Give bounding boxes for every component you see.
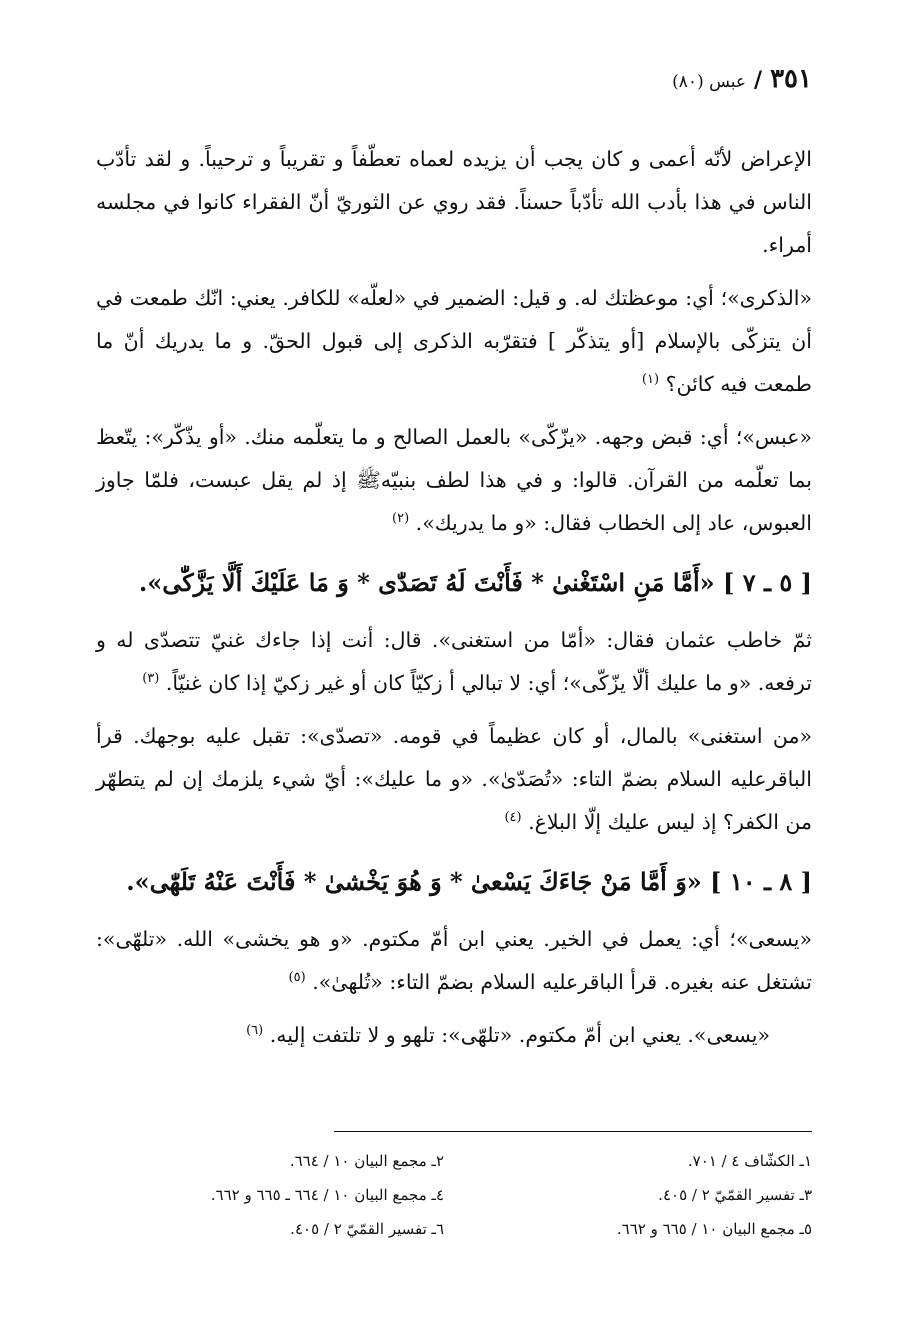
paragraph-2-text: «الذكرى»؛ أي: موعظتك له. و قيل: الضمير في «لعلّه» للكافر. يعني: انّك طمعت في أن يتزكّى بالإسلام [أو يتذكّر ] فتقرّبه الذكرى إلى قبول الحقّ. و ما يدريك أنّ ما طمعت فيه كائن؟	[96, 286, 812, 396]
footnote-5: ٥ـ مجمع البيان ١٠ / ٦٦٥ و ٦٦٢.	[616, 1220, 812, 1238]
footnote-ref-5: (٥)	[288, 970, 306, 986]
paragraph-6-text: «يسعى»؛ أي: يعمل في الخير. يعني ابن أمّ مكتوم. «و هو يخشى» الله. «تلهّى»: تشتغل عنه بغيره. قرأ الباقرعليه السلام بضمّ التاء: «تُلهىٰ».	[96, 927, 812, 994]
page-header	[96, 64, 812, 104]
paragraph-3	[96, 416, 812, 545]
footnote-ref-2: (٢)	[392, 511, 410, 527]
page-number: ٣٥١	[770, 64, 812, 94]
paragraph-3-text: «عبس»؛ أي: قبض وجهه. «يزّكّى» بالعمل الصالح و ما يتعلّمه منك. «أو يذّكّر»: يتّعظ بما تعلّمه من القرآن. قالوا: و في هذا لطف بنبيّهﷺ إذ لم يقل عبست، فلمّا جاوز العبوس، عاد إلى الخطاب فقال: «و ما يدريك».	[96, 425, 812, 535]
paragraph-5	[96, 715, 812, 844]
paragraph-4	[96, 619, 812, 705]
footnote-4: ٤ـ مجمع البيان ١٠ / ٦٦٤ ـ ٦٦٥ و ٦٦٢.	[210, 1186, 444, 1204]
footnote-divider	[334, 1131, 812, 1132]
footnote-3: ٣ـ تفسير القمّيّ ٢ / ٤٠٥.	[658, 1186, 812, 1204]
commentary-body	[96, 138, 812, 1067]
verse-heading-5-7: [ ٥ ـ ٧ ] «أَمَّا مَنِ اسْتَغْنىٰ * فَأَنْتَ لَهُ تَصَدّٰى * وَ مَا عَلَيْكَ أَلَّا يَزَّكّٰى».	[138, 568, 812, 597]
header-separator: /	[754, 67, 763, 93]
paragraph-5-text: «من استغنى» بالمال، أو كان عظيماً في قومه. «تصدّى»: تقبل عليه بوجهك. قرأ الباقرعليه السلام بضمّ التاء: «تُصَدّىٰ». «و ما عليك»: أيّ شيء يلزمك إن لم يتطهّر من الكفر؟ إذ ليس عليك إلّا البلاغ.	[96, 724, 812, 834]
footnote-ref-6: (٦)	[246, 1023, 264, 1039]
paragraph-4-text: ثمّ خاطب عثمان فقال: «أمّا من استغنى». قال: أنت إذا جاءك غنيّ تتصدّى له و ترفعه. «و ما عليك ألّا يزّكّى»؛ أي: لا تبالي أ زكيّاً كان أو غير زكيّ إذا كان غنيّاً.	[96, 628, 812, 695]
footnotes	[96, 1150, 812, 1240]
footnote-1: ١ـ الكشّاف ٤ / ٧٠١.	[687, 1152, 812, 1170]
footnote-ref-3: (٣)	[142, 671, 160, 687]
footnote-ref-4: (٤)	[504, 810, 522, 826]
paragraph-1-text: الإعراض لأنّه أعمى و كان يجب أن يزيده لعماه تعطّفاً و تقريباً و ترحيباً. و لقد تأدّب الناس في هذا بأدب الله تأدّباً حسناً. فقد روي عن الثوريّ أنّ الفقراء كانوا في مجلسه أمراء.	[96, 147, 812, 257]
footnote-6: ٦ـ تفسير القمّيّ ٢ / ٤٠٥.	[290, 1220, 444, 1238]
surah-title: عبس (٨٠)	[672, 72, 747, 92]
paragraph-6	[96, 918, 812, 1004]
paragraph-7-text: «يسعى». يعني ابن أمّ مكتوم. «تلهّى»: تلهو و لا تلتفت إليه.	[269, 1023, 770, 1047]
footnote-ref-1: (١)	[641, 372, 660, 388]
paragraph-2	[96, 277, 812, 406]
footnote-2: ٢ـ مجمع البيان ١٠ / ٦٦٤.	[289, 1152, 444, 1170]
verse-heading-8-10: [ ٨ ـ ١٠ ] «وَ أَمَّا مَنْ جَاءَكَ يَسْعىٰ * وَ هُوَ يَخْشىٰ * فَأَنْتَ عَنْهُ تَلَهّٰى».	[126, 867, 812, 896]
paragraph-7	[96, 1014, 812, 1057]
paragraph-1	[96, 138, 812, 267]
